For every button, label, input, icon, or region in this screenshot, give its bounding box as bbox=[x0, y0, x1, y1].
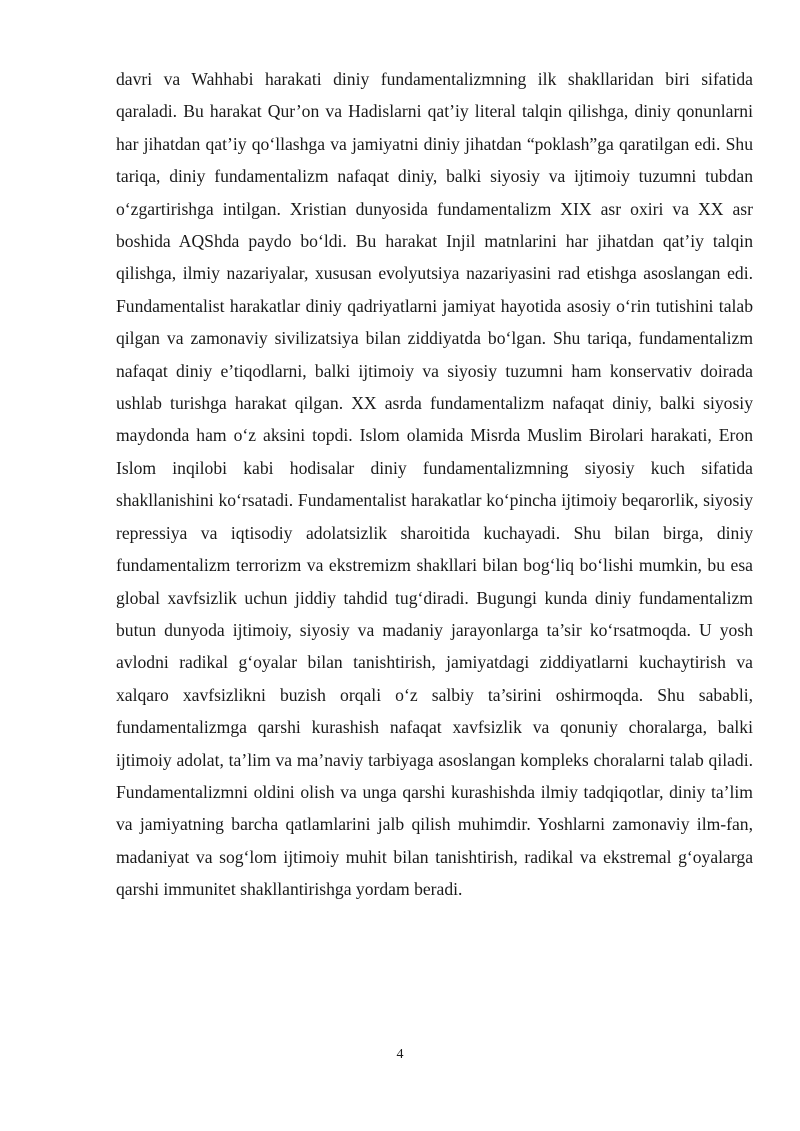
body-paragraph: davri va Wahhabi harakati diniy fundamentalizmning ilk shakllaridan biri sifatida qaraladi. Bu harakat Qur’on va Hadislarni qat’iy literal talqin qilishga, diniy qonunlarni har jihatdan qat’iy qo‘llashga va jamiyatni diniy jihatdan “poklash”ga qaratilgan edi. Shu tariqa, diniy fundamentalizm nafaqat diniy, balki siyosiy va ijtimoiy tuzumni tubdan o‘zgartirishga intilgan. Xristian dunyosida fundamentalizm XIX asr oxiri va XX asr boshida AQShda paydo bo‘ldi. Bu harakat Injil matnlarini har jihatdan qat’iy talqin qilishga, ilmiy nazariyalar, xususan evolyutsiya nazariyasini rad etishga asoslangan edi. Fundamentalist harakatlar diniy qadriyatlarni jamiyat hayotida asosiy o‘rin tutishini talab qilgan va zamonaviy sivilizatsiya bilan ziddiyatda bo‘lgan. Shu tariqa, fundamentalizm nafaqat diniy e’tiqodlarni, balki ijtimoiy va siyosiy tuzumni ham konservativ doirada ushlab turishga harakat qilgan. XX asrda fundamentalizm nafaqat diniy, balki siyosiy maydonda ham o‘z aksini topdi. Islom olamida Misrda Muslim Birolari harakati, Eron Islom inqilobi kabi hodisalar diniy fundamentalizmning siyosiy kuch sifatida shakllanishini ko‘rsatadi. Fundamentalist harakatlar ko‘pincha ijtimoiy beqarorlik, siyosiy repressiya va iqtisodiy adolatsizlik sharoitida kuchayadi. Shu bilan birga, diniy fundamentalizm terrorizm va ekstremizm shakllari bilan bog‘liq bo‘lishi mumkin, bu esa global xavfsizlik uchun jiddiy tahdid tug‘diradi. Bugungi kunda diniy fundamentalizm butun dunyoda ijtimoiy, siyosiy va madaniy jarayonlarga ta’sir ko‘rsatmoqda. U yosh avlodni radikal g‘oyalar bilan tanishtirish, jamiyatdagi ziddiyatlarni kuchaytirish va xalqaro xavfsizlikni buzish orqali o‘z salbiy ta’sirini oshirmoqda. Shu sababli, fundamentalizmga qarshi kurashish nafaqat xavfsizlik va qonuniy choralarga, balki ijtimoiy adolat, ta’lim va ma’naviy tarbiyaga asoslangan kompleks choralarni talab qiladi. Fundamentalizmni oldini olish va unga qarshi kurashishda ilmiy tadqiqotlar, diniy ta’lim va jamiyatning barcha qatlamlarini jalb qilish muhimdir. Yoshlarni zamonaviy ilm-fan, madaniyat va sog‘lom ijtimoiy muhit bilan tanishtirish, radikal va ekstremal g‘oyalarga qarshi immunitet shakllantirishga yordam beradi. bbox=[116, 69, 753, 900]
page-number: 4 bbox=[396, 1047, 404, 1062]
